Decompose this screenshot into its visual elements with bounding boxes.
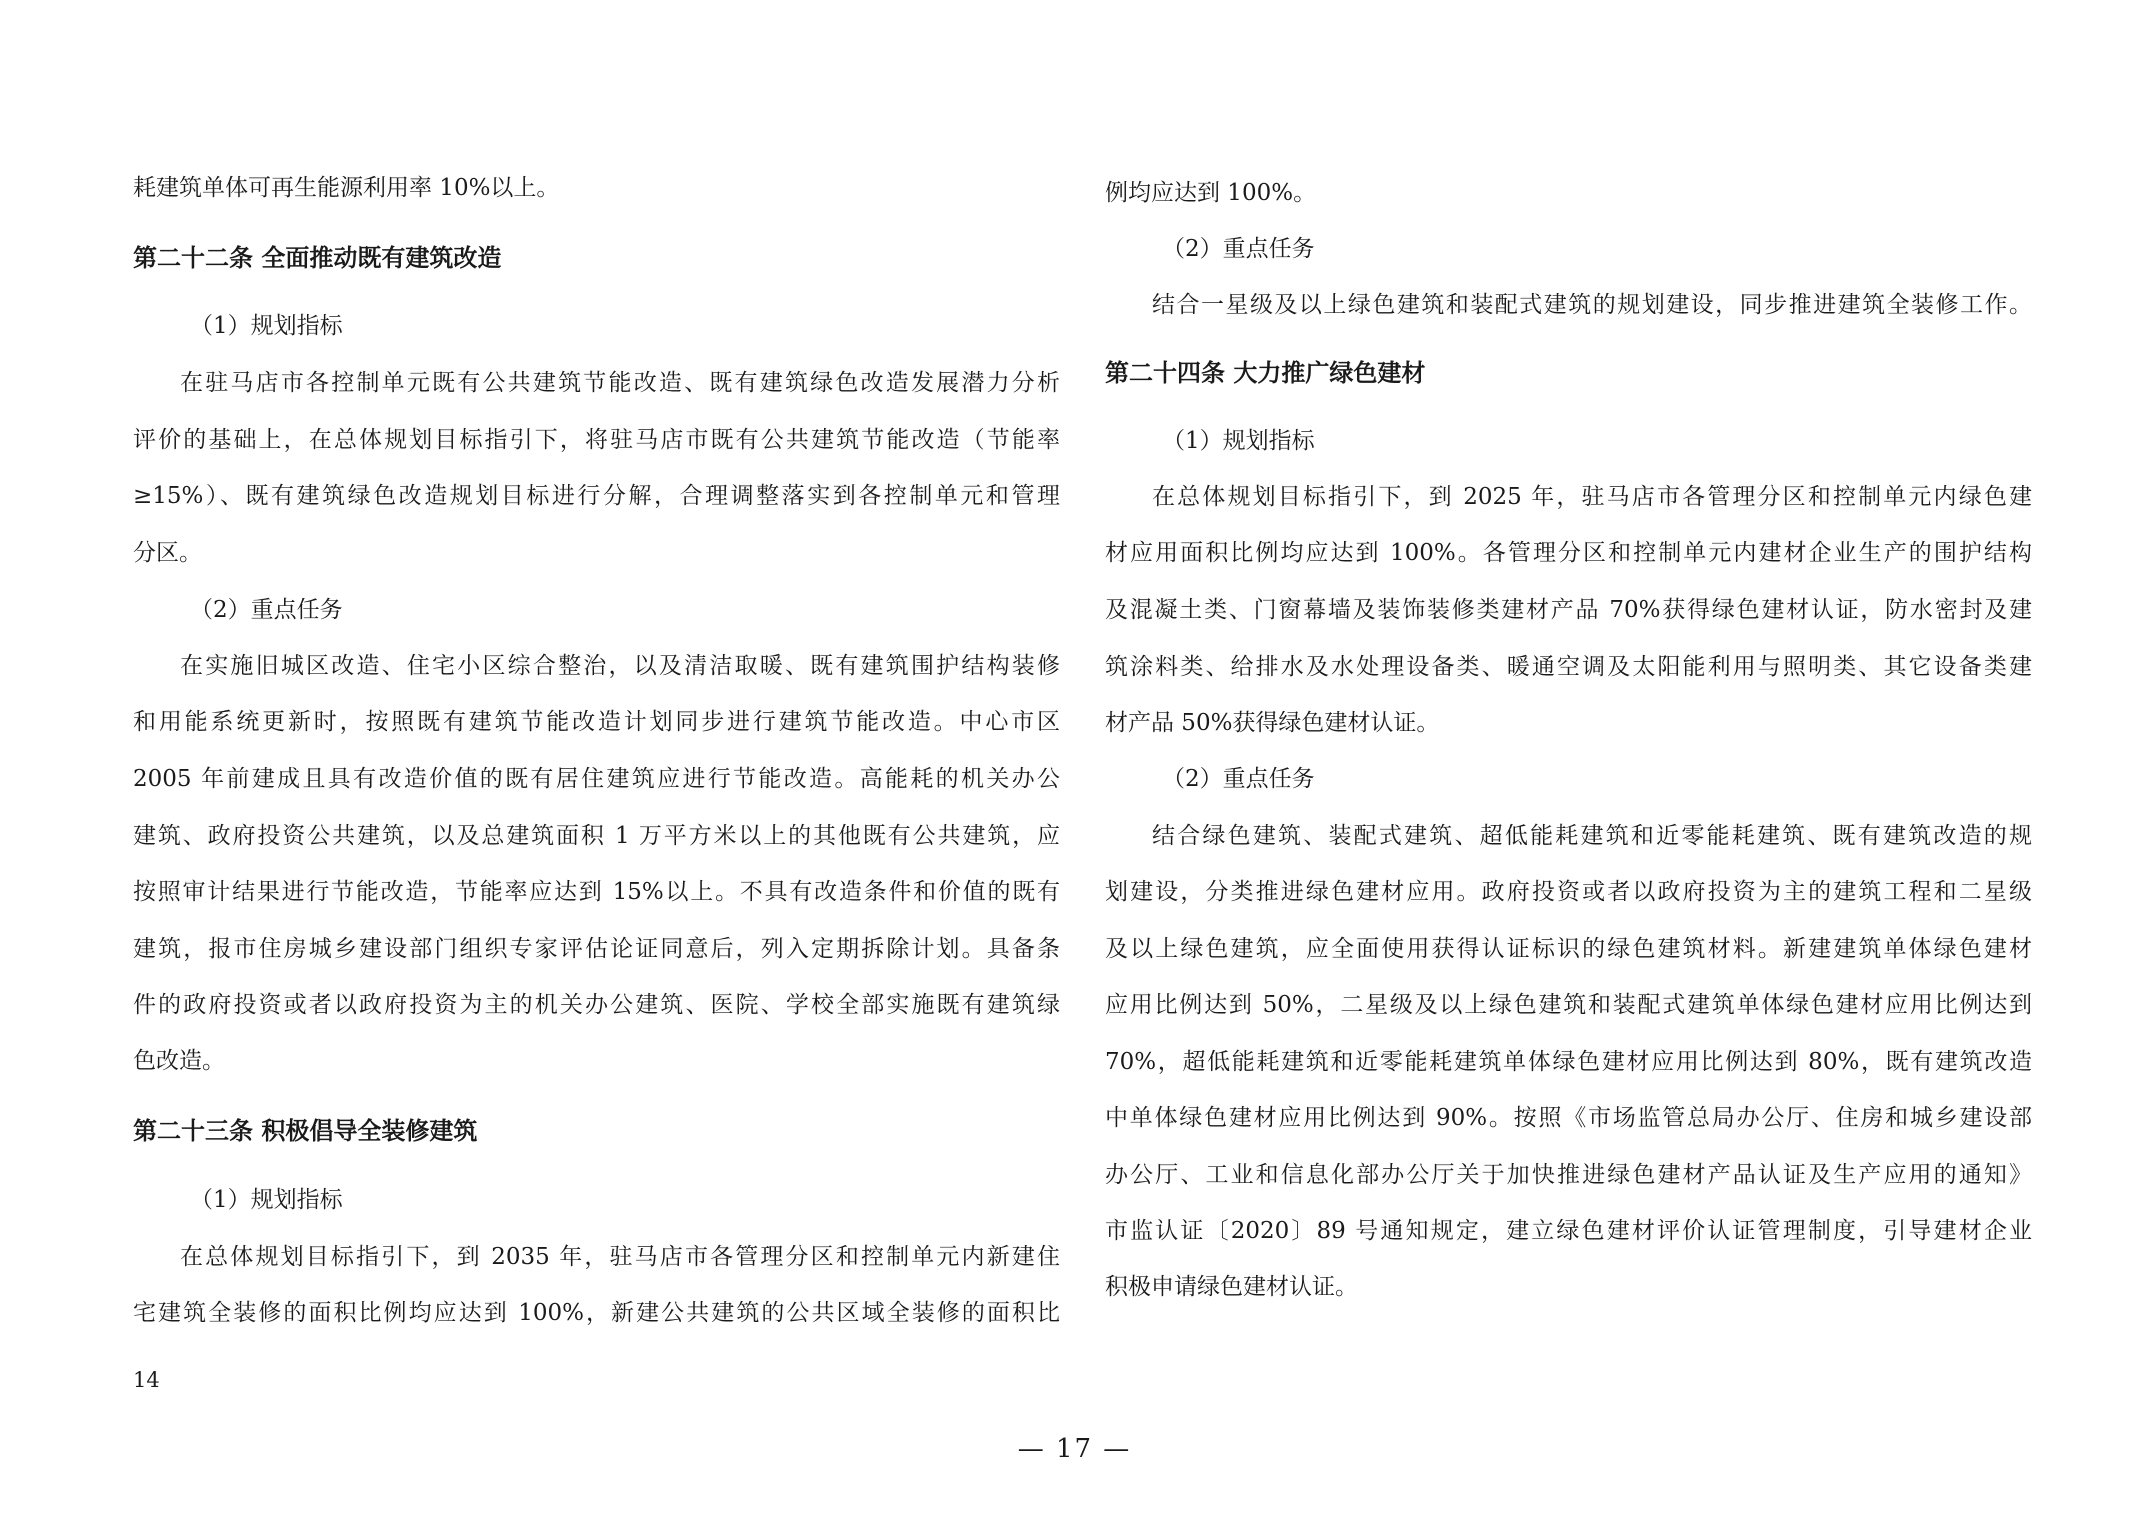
section-heading: 第二十二条 全面推动既有建筑改造 [133, 244, 502, 272]
text-line: 在驻马店市各控制单元既有公共建筑节能改造、既有建筑绿色改造发展潜力分析 [180, 370, 1060, 396]
text-line: 耗建筑单体可再生能源利用率 10%以上。 [133, 175, 560, 201]
text-line: 材应用面积比例均应达到 100%。各管理分区和控制单元内建材企业生产的围护结构 [1105, 540, 2032, 566]
section-heading: 第二十三条 积极倡导全装修建筑 [133, 1117, 478, 1145]
text-line: 按照审计结果进行节能改造，节能率应达到 15%以上。不具有改造条件和价值的既有 [133, 879, 1060, 905]
text-line: 和用能系统更新时，按照既有建筑节能改造计划同步进行建筑节能改造。中心市区 [133, 709, 1060, 735]
subsection-label: （1）规划指标 [1162, 428, 1315, 454]
text-line: 评价的基础上，在总体规划目标指引下，将驻马店市既有公共建筑节能改造（节能率 [133, 427, 1060, 453]
subsection-label: （2）重点任务 [1162, 766, 1315, 792]
subsection-label: （2）重点任务 [1162, 236, 1315, 262]
text-line: 70%，超低能耗建筑和近零能耗建筑单体绿色建材应用比例达到 80%，既有建筑改造 [1105, 1049, 2032, 1075]
text-line: 例均应达到 100%。 [1105, 180, 1317, 206]
text-line: 件的政府投资或者以政府投资为主的机关办公建筑、医院、学校全部实施既有建筑绿 [133, 992, 1060, 1018]
subsection-label: （2）重点任务 [190, 597, 343, 623]
text-line: 及以上绿色建筑，应全面使用获得认证标识的绿色建筑材料。新建建筑单体绿色建材 [1105, 936, 2032, 962]
text-line: 在总体规划目标指引下，到 2025 年，驻马店市各管理分区和控制单元内绿色建 [1152, 484, 2032, 510]
text-line: 及混凝土类、门窗幕墙及装饰装修类建材产品 70%获得绿色建材认证，防水密封及建 [1105, 597, 2032, 623]
text-line: 材产品 50%获得绿色建材认证。 [1105, 710, 1440, 736]
section-heading: 第二十四条 大力推广绿色建材 [1105, 359, 1426, 387]
text-line: 在总体规划目标指引下，到 2035 年，驻马店市各管理分区和控制单元内新建住 [180, 1244, 1060, 1270]
text-line: 划建设，分类推进绿色建材应用。政府投资或者以政府投资为主的建筑工程和二星级 [1105, 879, 2032, 905]
text-line: 结合一星级及以上绿色建筑和装配式建筑的规划建设，同步推进建筑全装修工作。 [1152, 292, 2032, 318]
text-line: 分区。 [133, 540, 202, 566]
inner-page-number: 14 [133, 1368, 160, 1392]
text-line: 色改造。 [133, 1048, 225, 1074]
text-line: 市监认证〔2020〕89 号通知规定，建立绿色建材评价认证管理制度，引导建材企业 [1105, 1218, 2032, 1244]
text-line: 建筑、政府投资公共建筑，以及总建筑面积 1 万平方米以上的其他既有公共建筑，应 [133, 823, 1060, 849]
text-line: 积极申请绿色建材认证。 [1105, 1274, 1358, 1300]
text-line: 2005 年前建成且具有改造价值的既有居住建筑应进行节能改造。高能耗的机关办公 [133, 766, 1060, 792]
text-line: 宅建筑全装修的面积比例均应达到 100%，新建公共建筑的公共区域全装修的面积比 [133, 1300, 1060, 1326]
text-line: 结合绿色建筑、装配式建筑、超低能耗建筑和近零能耗建筑、既有建筑改造的规 [1152, 823, 2032, 849]
text-line: 应用比例达到 50%，二星级及以上绿色建筑和装配式建筑单体绿色建材应用比例达到 [1105, 992, 2032, 1018]
text-line: 筑涂料类、给排水及水处理设备类、暖通空调及太阳能利用与照明类、其它设备类建 [1105, 654, 2032, 680]
subsection-label: （1）规划指标 [190, 1187, 343, 1213]
text-line: ≥15%）、既有建筑绿色改造规划目标进行分解，合理调整落实到各控制单元和管理 [133, 483, 1060, 509]
text-line: 建筑，报市住房城乡建设部门组织专家评估论证同意后，列入定期拆除计划。具备条 [133, 936, 1060, 962]
outer-page-number: — 17 — [1017, 1434, 1132, 1464]
text-line: 在实施旧城区改造、住宅小区综合整治，以及清洁取暖、既有建筑围护结构装修 [180, 653, 1060, 679]
subsection-label: （1）规划指标 [190, 313, 343, 339]
text-line: 中单体绿色建材应用比例达到 90%。按照《市场监管总局办公厅、住房和城乡建设部 [1105, 1105, 2032, 1131]
text-line: 办公厅、工业和信息化部办公厅关于加快推进绿色建材产品认证及生产应用的通知》 [1105, 1162, 2032, 1188]
